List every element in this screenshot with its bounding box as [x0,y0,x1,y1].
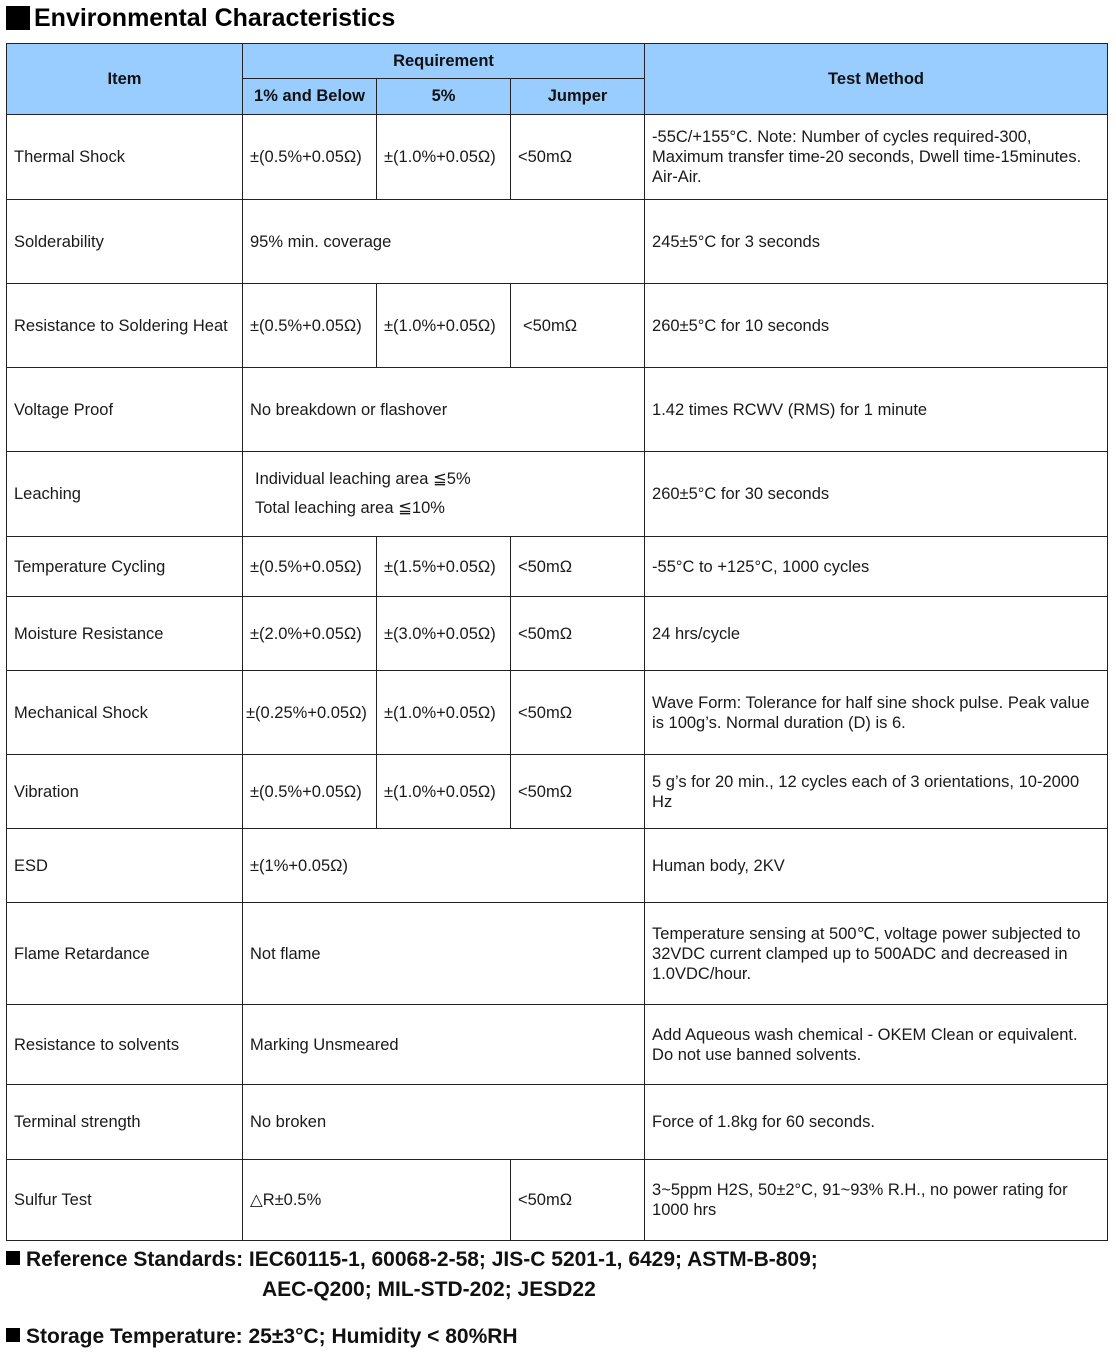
test-method-cell: 24 hrs/cycle [645,597,1108,671]
table-row [7,1005,1108,1085]
item-cell: Thermal Shock [7,115,243,200]
section-title-text: Environmental Characteristics [34,3,396,32]
table-row [7,368,1108,452]
header-requirement: Requirement [243,44,645,79]
table-row [7,1085,1108,1160]
req-5pct-cell: ±(1.0%+0.05Ω) [377,115,511,200]
req-1pct-cell: ±(2.0%+0.05Ω) [243,597,377,671]
environmental-characteristics-table [6,43,1108,1241]
req-1pct-cell: ±(0.5%+0.05Ω) [243,284,377,368]
test-method-cell: Wave Form: Tolerance for half sine shock pulse. Peak value is 100g’s. Normal duration (D) is 6. [645,671,1108,755]
table-row [7,903,1108,1005]
requirement-cell: ±(1%+0.05Ω) [243,829,645,903]
table-row [7,115,1108,200]
test-method-cell: Add Aqueous wash chemical - OKEM Clean or equivalent. Do not use banned solvents. [645,1005,1108,1085]
requirement-cell: △R±0.5% [243,1160,511,1241]
header-item: Item [7,44,243,115]
req-5pct-cell: ±(1.5%+0.05Ω) [377,537,511,597]
item-cell: Moisture Resistance [7,597,243,671]
req-1pct-cell: ±(0.5%+0.05Ω) [243,537,377,597]
test-method-cell: 245±5°C for 3 seconds [645,200,1108,284]
header-jumper: Jumper [511,79,645,115]
leaching-individual-text: Individual leaching area ≦5% [255,470,471,488]
reference-line-2: AEC-Q200; MIL-STD-202; JESD22 [262,1278,596,1301]
test-method-cell: 3~5ppm H2S, 50±2°C, 91~93% R.H., no power rating for 1000 hrs [645,1160,1108,1241]
reference-standards [6,1248,818,1272]
test-method-cell: 260±5°C for 30 seconds [645,452,1108,537]
req-jumper-cell: <50mΩ [511,671,645,755]
req-1pct-cell: ±(0.25%+0.05Ω) [243,671,377,755]
square-bullet-icon [6,6,30,30]
test-method-cell: -55°C to +125°C, 1000 cycles [645,537,1108,597]
req-1pct-cell: ±(0.5%+0.05Ω) [243,115,377,200]
requirement-cell: Marking Unsmeared [243,1005,645,1085]
table-row [7,829,1108,903]
test-method-cell: Force of 1.8kg for 60 seconds. [645,1085,1108,1160]
table-row [7,597,1108,671]
test-method-cell: 1.42 times RCWV (RMS) for 1 minute [645,368,1108,452]
req-jumper-cell: <50mΩ [511,1160,645,1241]
requirement-cell: No broken [243,1085,645,1160]
req-jumper-cell: <50mΩ [511,537,645,597]
item-cell: Voltage Proof [7,368,243,452]
item-cell: ESD [7,829,243,903]
requirement-cell: Not flame [243,903,645,1005]
test-method-cell: -55C/+155°C. Note: Number of cycles required-300, Maximum transfer time-20 seconds, Dwell time-15minutes. Air-Air. [645,115,1108,200]
table-row [7,537,1108,597]
test-method-cell: Human body, 2KV [645,829,1108,903]
table-row [7,284,1108,368]
table-row [7,671,1108,755]
item-cell: Terminal strength [7,1085,243,1160]
item-cell: Resistance to solvents [7,1005,243,1085]
reference-label: Reference Standards: [26,1248,244,1271]
reference-standards-continued [262,1278,596,1302]
item-cell: Solderability [7,200,243,284]
square-bullet-icon [6,1328,20,1342]
item-cell: Sulfur Test [7,1160,243,1241]
table-row [7,452,1108,537]
leaching-total-text: Total leaching area ≦10% [255,499,445,517]
req-jumper-cell: <50mΩ [511,284,645,368]
header-test-method: Test Method [645,44,1108,115]
square-bullet-icon [6,1251,20,1265]
header-5pct: 5% [377,79,511,115]
test-method-cell: Temperature sensing at 500℃, voltage power subjected to 32VDC current clamped up to 500ADC and decreased in 1.0VDC/hour. [645,903,1108,1005]
table-row [7,1160,1108,1241]
req-5pct-cell: ±(3.0%+0.05Ω) [377,597,511,671]
req-jumper-cell: <50mΩ [511,115,645,200]
item-cell: Resistance to Soldering Heat [7,284,243,368]
req-jumper-cell: <50mΩ [511,597,645,671]
req-5pct-cell: ±(1.0%+0.05Ω) [377,671,511,755]
item-cell: Flame Retardance [7,903,243,1005]
section-title [6,2,395,34]
table-row [7,200,1108,284]
requirement-cell: No breakdown or flashover [243,368,645,452]
req-5pct-cell: ±(1.0%+0.05Ω) [377,284,511,368]
requirement-cell [243,452,645,537]
item-cell: Mechanical Shock [7,671,243,755]
table-row [7,755,1108,829]
req-1pct-cell: ±(0.5%+0.05Ω) [243,755,377,829]
item-cell: Vibration [7,755,243,829]
storage-temperature [6,1325,518,1349]
storage-text: Storage Temperature: 25±3°C; Humidity < 80%RH [26,1325,518,1348]
test-method-cell: 260±5°C for 10 seconds [645,284,1108,368]
header-1pct-and-below: 1% and Below [243,79,377,115]
req-jumper-cell: <50mΩ [511,755,645,829]
item-cell: Temperature Cycling [7,537,243,597]
test-method-cell: 5 g’s for 20 min., 12 cycles each of 3 orientations, 10-2000 Hz [645,755,1108,829]
item-cell: Leaching [7,452,243,537]
reference-line-1: IEC60115-1, 60068-2-58; JIS-C 5201-1, 6429; ASTM-B-809; [248,1248,818,1271]
requirement-cell: 95% min. coverage [243,200,645,284]
req-5pct-cell: ±(1.0%+0.05Ω) [377,755,511,829]
